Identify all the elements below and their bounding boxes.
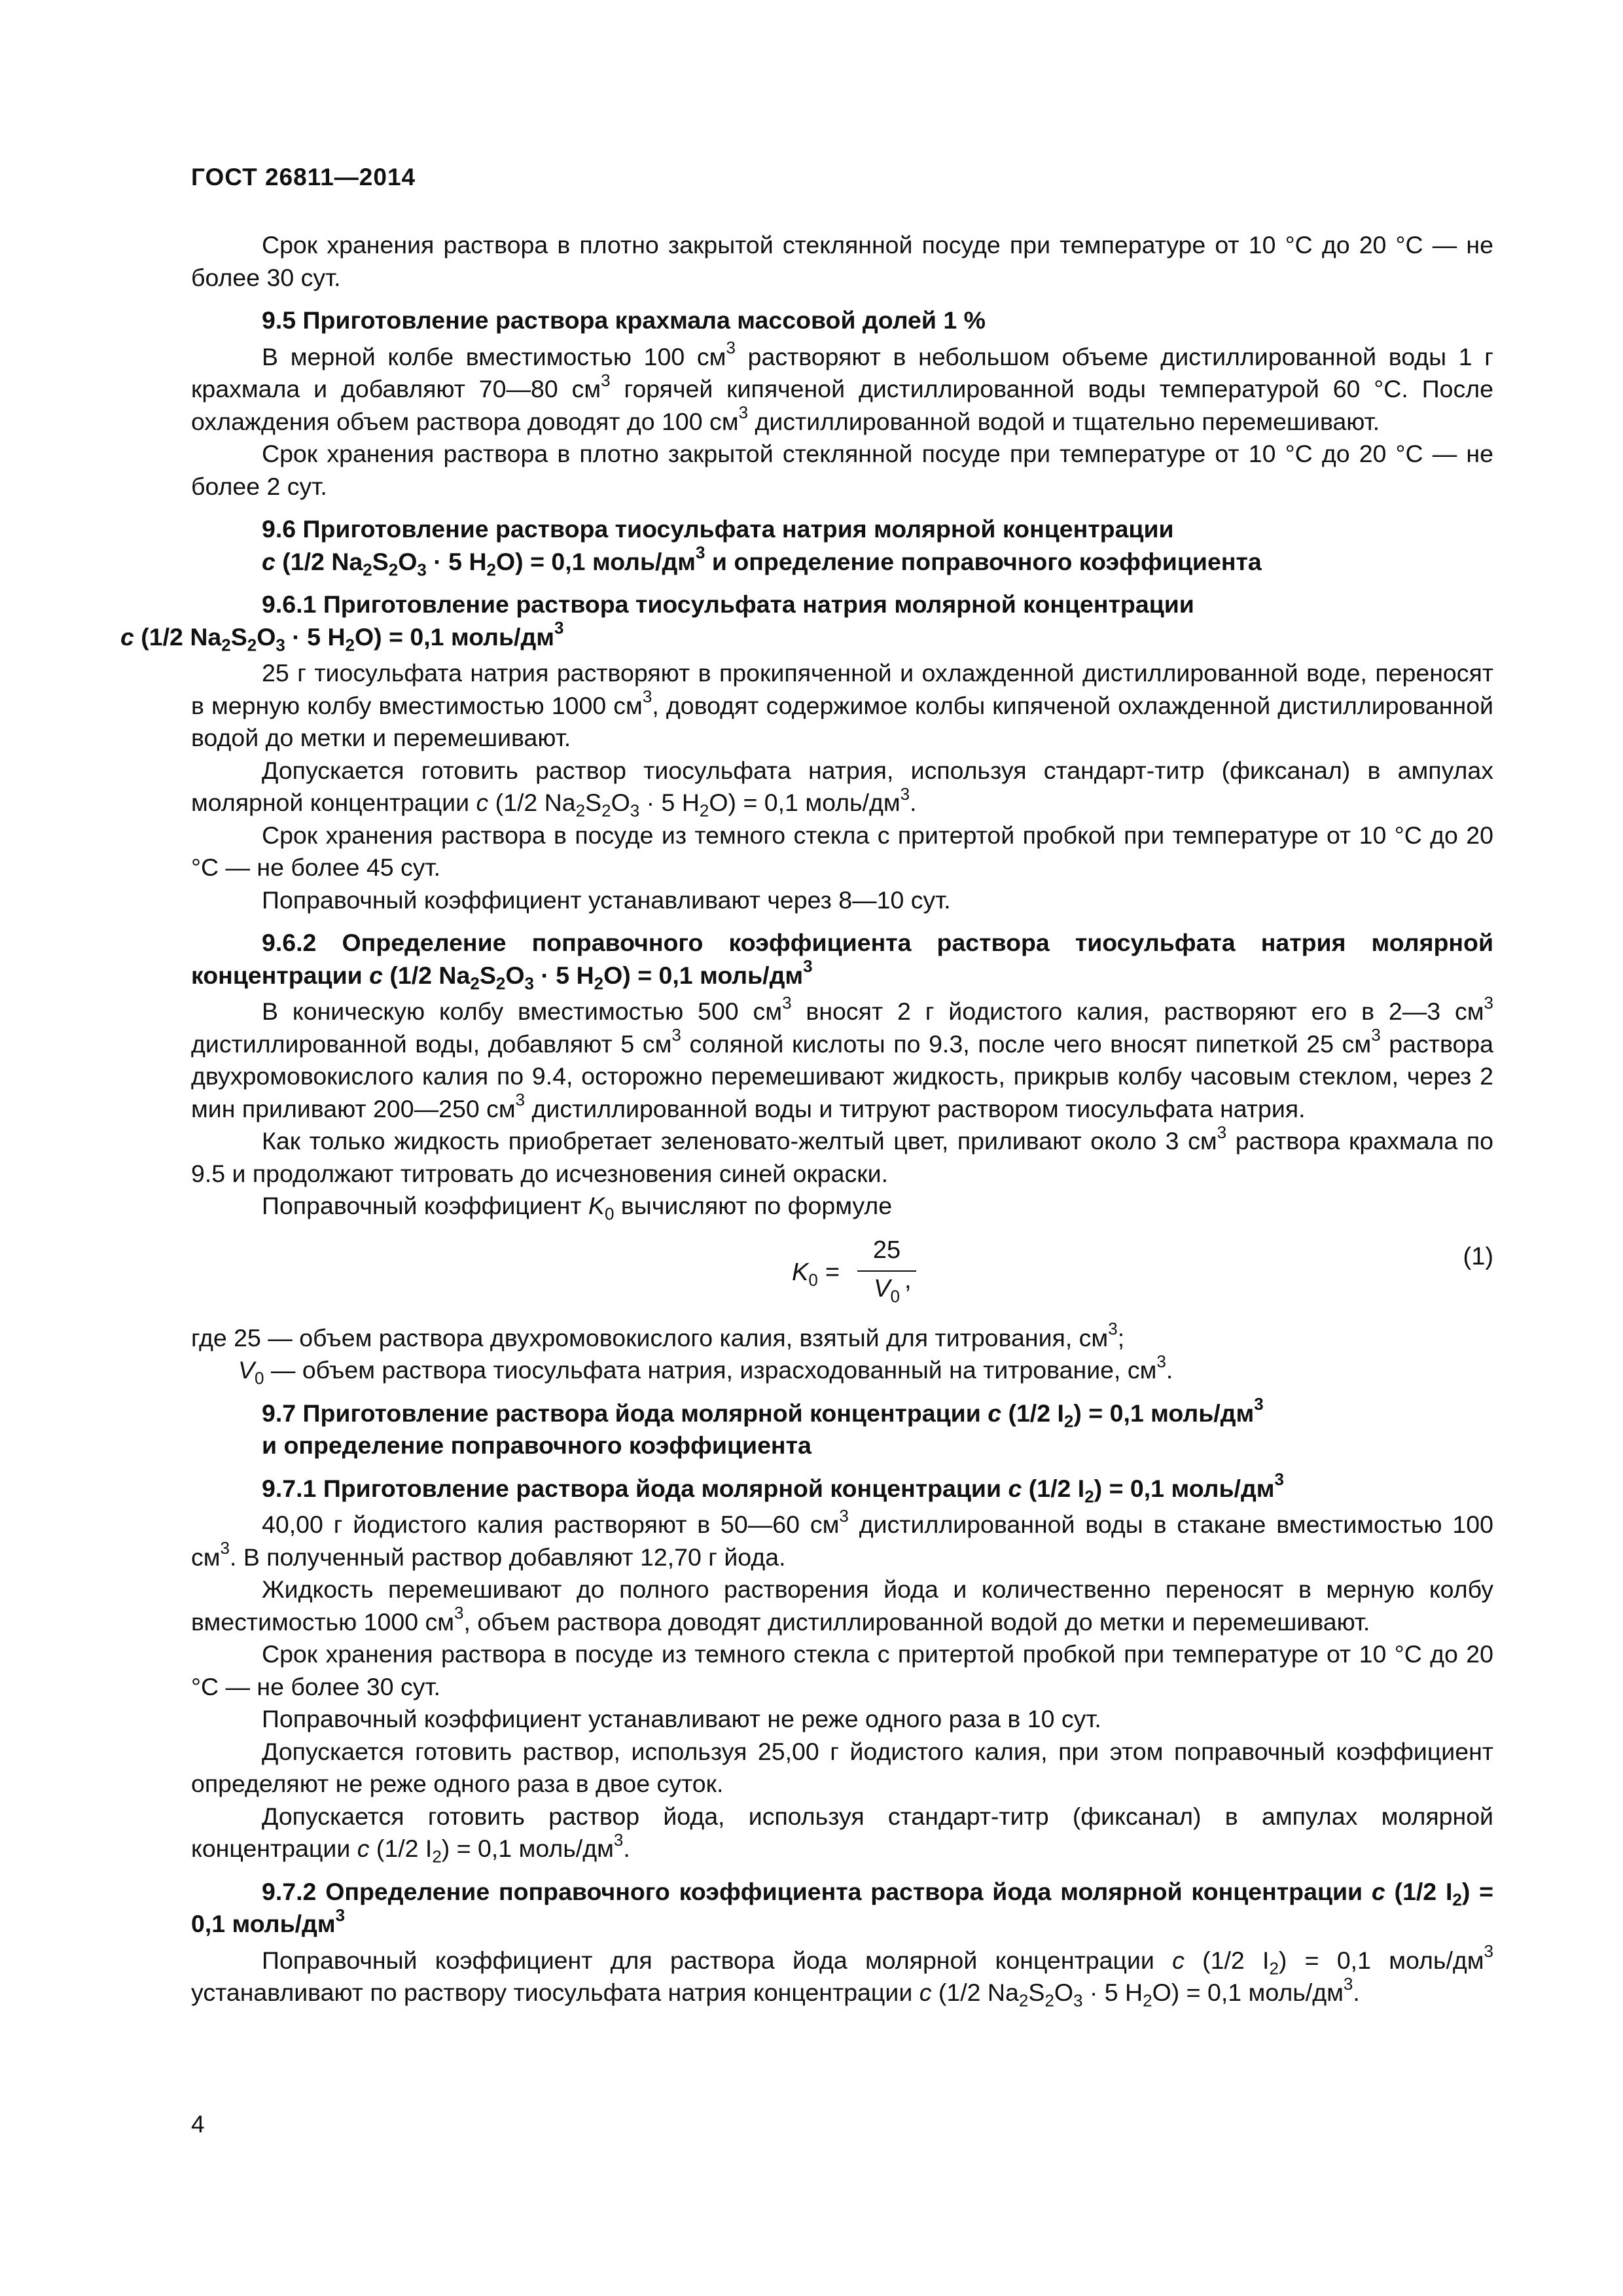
formula-number: (1)	[1463, 1242, 1493, 1270]
paragraph: Допускается готовить раствор, используя 25,00 г йодистого калия, при этом поправочный коэффициент определяют не реже одного раза в двое суток.	[191, 1737, 1493, 1797]
document-header: ГОСТ 26811—2014	[191, 164, 416, 190]
document-body	[120, 229, 1494, 2011]
paragraph: Жидкость перемешивают до полного растворения йода и количественно переносят в мерную колбу вместимостью 1000 $см^3$, объем раствора доводят дистиллированной водой до метки и перемешивают.	[191, 1575, 1493, 1636]
section-heading-9-7-1: 9.7.1 Приготовление раствора йода молярной концентрации c (1/2 $I_2) = 0,1$ моль/$дм^3$	[262, 1469, 1284, 1506]
paragraph: Срок хранения раствора в посуде из темного стекла с притертой пробкой при температуре от 10 °С до 20 °С — не более 30 сут.	[191, 1640, 1493, 1700]
formula-legend: где 25 — объем раствора двухромовокислого калия, взятый для титрования, $см^3$;	[191, 1319, 1125, 1352]
section-heading-9-5: 9.5 Приготовление раствора крахмала массовой долей 1 %	[262, 306, 986, 334]
formula-legend: $V_0$ — объем раствора тиосульфата натрия, израсходованный на титрование, $см^3$.	[238, 1351, 1173, 1388]
paragraph: Поправочный коэффициент устанавливают не реже одного раза в 10 сут.	[262, 1705, 1101, 1732]
paragraph: Срок хранения раствора в плотно закрытой стеклянной посуде при температуре от 10 °С до 20 °С — не более 2 сут.	[191, 440, 1493, 500]
paragraph: В коническую колбу вместимостью 500 $см^3$ вносят 2 г йодистого калия, растворяют его в 2—3 $см^3$ дистиллированной воды, добавляют 5 $см^3$ соляной кислоты по 9.3, после чего вносят пипеткой 25 $см^3$ раствора двухромовокислого калия по 9.4, осторожно перемешивают жидкость, прикрыв колбу часовым стеклом, через 2 мин приливают 200—250 $см^3$ дистиллированной воды и титруют раствором тиосульфата натрия.	[191, 992, 1494, 1122]
section-heading-9-6-1: 9.6.1 Приготовление раствора тиосульфата натрия молярной концентрации c (1/2 $Na_2S_2O_3 \cdot 5$ $H_2O) = 0,1$ моль/$дм^3$	[120, 590, 1194, 655]
paragraph: Срок хранения раствора в посуде из темного стекла с притертой пробкой при температуре от 10 °С до 20 °С — не более 45 сут.	[191, 821, 1493, 881]
section-heading-9-7-2: 9.7.2 Определение поправочного коэффициента раствора йода молярной концентрации c (1/2 $I_2) = 0,1$ моль/$дм^3$	[191, 1877, 1494, 1937]
paragraph: 40,00 г йодистого калия растворяют в 50—60 $см^3$ дистиллированной воды в стакане вместимостью 100 $см^3$. В полученный раствор добавляют 12,70 г йода.	[191, 1505, 1493, 1571]
formula-1: $K_0$ = $\frac{25}{V_0}$ , (1)	[191, 1230, 1493, 1316]
section-heading-9-6-2: 9.6.2 Определение поправочного коэффициента раствора тиосульфата натрия молярной концентрации c (1/2 $Na_2S_2O_3 \cdot 5$ $H_2O) = 0,1$ моль/$дм^3$	[191, 929, 1493, 993]
paragraph: Срок хранения раствора в плотно закрытой стеклянной посуде при температуре от 10 °С до 20 °С — не более 30 сут.	[191, 231, 1493, 291]
paragraph: В мерной колбе вместимостью 100 $см^3$ растворяют в небольшом объеме дистиллированной воды 1 г крахмала и добавляют 70—80 $см^3$ горячей кипяченой дистиллированной воды температурой 60 °С. После охлаждения объем раствора доводят до 100 $см^3$ дистиллированной водой и тщательно перемешивают.	[191, 338, 1493, 435]
formula-lhs: $K_0$ =	[792, 1258, 840, 1290]
paragraph: Поправочный коэффициент для раствора йода молярной концентрации c (1/2 $I_2) = 0,1$ моль/$дм^3$ устанавливают по раствору тиосульфата натрия концентрации c (1/2 $Na_2S_2O_3 \cdot 5$ $H_2O) = 0,1$ моль/$дм^3$.	[191, 1941, 1493, 2011]
formula-fraction: $\frac{25}{V_0}$	[857, 1234, 916, 1306]
paragraph: 25 г тиосульфата натрия растворяют в прокипяченной и охлажденной дистиллированной воде, переносят в мерную колбу вместимостью 1000 $см^3$, доводят содержимое колбы кипяченой охлажденной дистиллированной водой до метки и перемешивают.	[191, 659, 1493, 751]
paragraph: Поправочный коэффициент устанавливают через 8—10 сут.	[262, 886, 951, 914]
paragraph: Допускается готовить раствор тиосульфата натрия, используя стандарт-титр (фиксанал) в ампулах молярной концентрации c (1/2 $Na_2S_2O_3 \cdot 5$ $H_2O) = 0,1$ моль/$дм^3$.	[191, 756, 1493, 821]
page-number: 4	[191, 2111, 205, 2138]
paragraph: Допускается готовить раствор йода, используя стандарт-титр (фиксанал) в ампулах молярной концентрации c (1/2 $I_2) = 0,1$ моль/$дм^3$.	[191, 1802, 1493, 1867]
paragraph: Поправочный коэффициент $K_0$ вычисляют по формуле	[262, 1192, 893, 1224]
section-heading-9-6: 9.6 Приготовление раствора тиосульфата натрия молярной концентрации c (1/2 $Na_2S_2O_3 \cdot 5$ $H_2O) = 0,1$ моль/$дм^3$ и определение поправочного коэффициента	[262, 515, 1262, 579]
section-heading-9-7: 9.7 Приготовление раствора йода молярной концентрации c (1/2 $I_2) = 0,1$ моль/$дм^3$ и определение поправочного коэффициента	[262, 1394, 1264, 1459]
paragraph: Как только жидкость приобретает зеленовато-желтый цвет, приливают около 3 $см^3$ раствора крахмала по 9.5 и продолжают титровать до исчезновения синей окраски.	[191, 1122, 1493, 1187]
